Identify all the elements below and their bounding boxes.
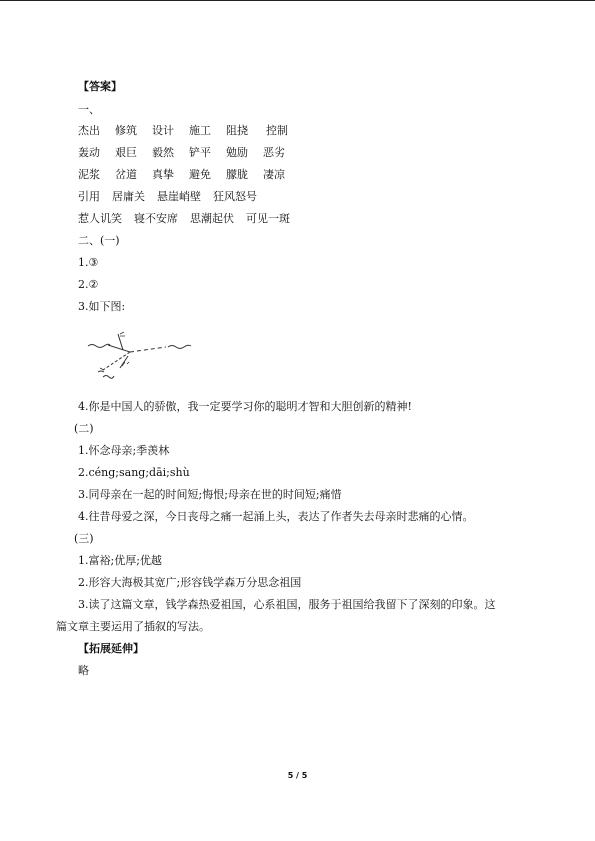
part3-q1: 1.富裕;优厚;优越 (78, 554, 162, 567)
sketch-line (108, 345, 130, 352)
word-row (78, 168, 285, 182)
part2-label: (二) (74, 422, 94, 435)
word: 阻挠 (226, 124, 248, 137)
extension-heading: 【拓展延伸】 (78, 642, 144, 655)
word: 可见一斑 (246, 212, 290, 225)
word: 悬崖峭壁 (157, 190, 201, 203)
word: 铲平 (189, 146, 211, 159)
word: 艰巨 (115, 146, 137, 159)
part2-q1: 1.怀念母亲;季羡林 (78, 444, 170, 457)
part3-q2: 2.形容大海极其宽广;形容钱学森万分思念祖国 (78, 576, 302, 589)
part3-label: (三) (74, 532, 94, 545)
part3-q3-line1: 3.读了这篇文章，钱学森热爱祖国，心系祖国，服务于祖国给我留下了深刻的印象。这 (78, 598, 496, 611)
extension-body: 略 (78, 664, 89, 677)
section-two-label: 二、(一) (78, 234, 120, 247)
word: 凄凉 (263, 168, 285, 181)
word: 杰出 (78, 124, 100, 137)
word: 泥浆 (78, 168, 100, 181)
word: 岔道 (115, 168, 137, 181)
part2-q4: 4.往昔母爱之深，今日丧母之痛一起涌上头，表达了作者失去母亲时悲痛的心情。 (78, 510, 474, 523)
part1-q3: 3.如下图: (78, 300, 126, 313)
word: 恶劣 (263, 146, 285, 159)
word: 设计 (152, 124, 174, 137)
word: 惹人讥笑 (78, 212, 122, 225)
word: 避免 (189, 168, 211, 181)
part2-q3: 3.同母亲在一起的时间短;悔恨;母亲在世的时间短;痛惜 (78, 488, 342, 501)
sketch-squiggle (103, 376, 114, 379)
word: 控制 (266, 124, 288, 137)
word: 修筑 (115, 124, 137, 137)
word: 引用 (78, 190, 100, 203)
part2-q2: 2.céng;sang;dāi;shù (78, 466, 190, 479)
word: 思潮起伏 (190, 212, 234, 225)
sketch-mark (98, 368, 104, 372)
sketch-dashed-line (103, 352, 130, 370)
railway-sketch-diagram (78, 330, 208, 385)
word-row (78, 190, 257, 204)
sketch-dashed-line (130, 347, 166, 352)
word-row (78, 212, 290, 226)
word-row (78, 124, 288, 138)
part1-q1: 1.③ (78, 256, 99, 269)
part1-q4: 4.你是中国人的骄傲，我一定要学习你的聪明才智和大胆创新的精神! (78, 400, 412, 413)
answer-heading: 【答案】 (78, 80, 122, 93)
sketch-squiggle (168, 345, 191, 348)
part3-q3-line2: 篇文章主要运用了插叙的写法。 (56, 620, 210, 633)
word: 真挚 (152, 168, 174, 181)
word: 居庸关 (112, 190, 145, 203)
word: 毅然 (152, 146, 174, 159)
sketch-mark (120, 332, 125, 336)
top-rule (0, 0, 595, 1)
sketch-squiggle (88, 344, 110, 347)
page-number: 5 / 5 (287, 771, 308, 780)
word: 寝不安席 (134, 212, 178, 225)
word: 轰动 (78, 146, 100, 159)
part1-q2: 2.② (78, 278, 99, 291)
word: 勉励 (226, 146, 248, 159)
word-row (78, 146, 285, 160)
word: 狂风怒号 (213, 190, 257, 203)
section-one-label: 一、 (78, 103, 100, 116)
word: 施工 (189, 124, 211, 137)
word: 朦胧 (226, 168, 248, 181)
